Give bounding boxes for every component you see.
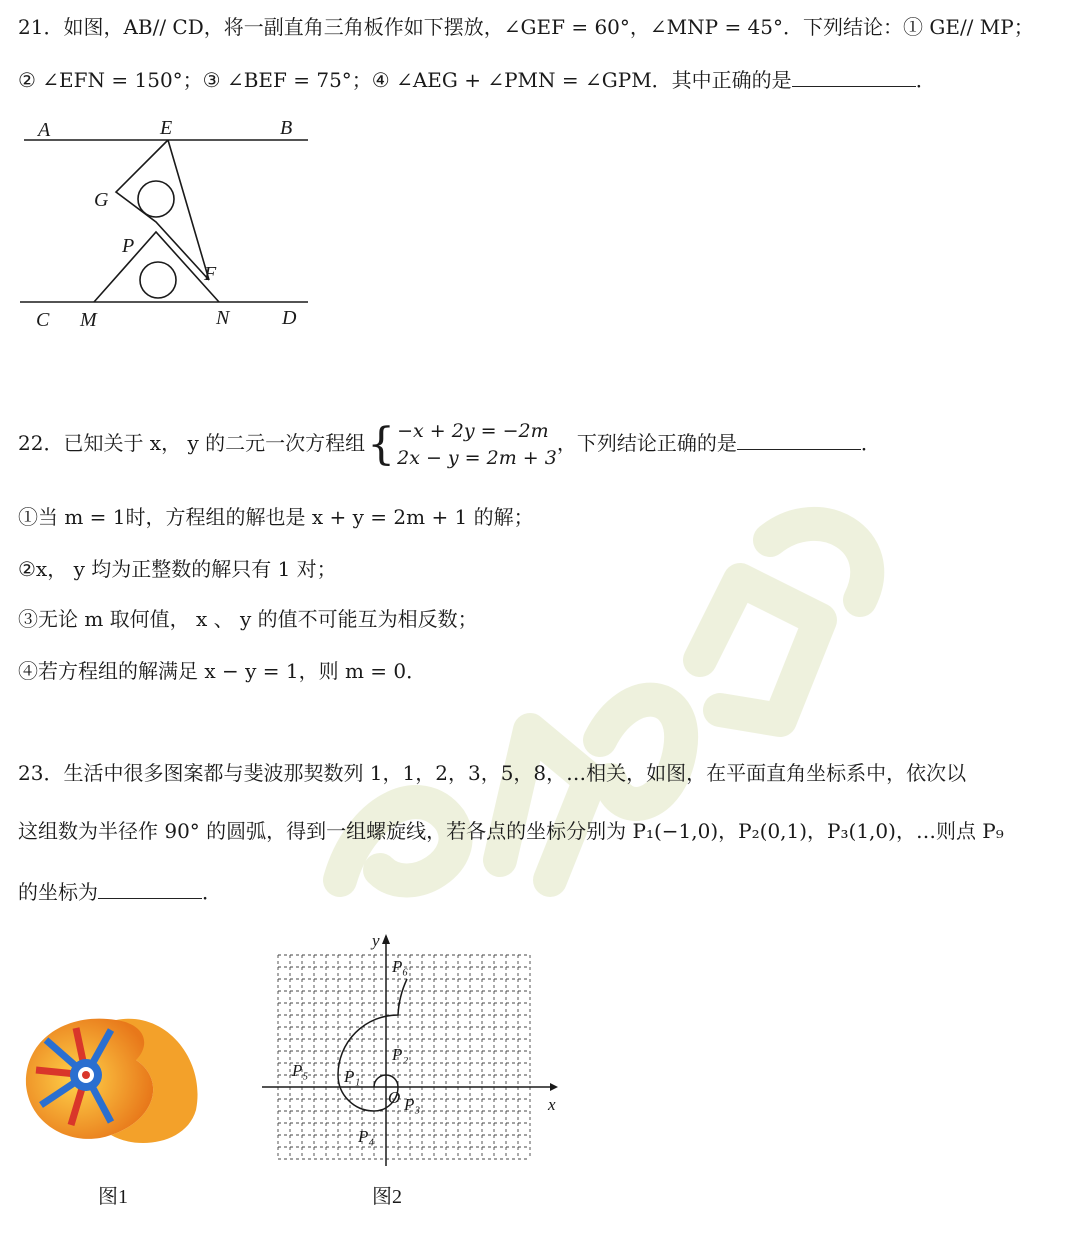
label-f: F bbox=[204, 263, 217, 285]
q22-option-4: ④若方程组的解满足 x − y = 1，则 m = 0． bbox=[18, 659, 427, 683]
q22-stem bbox=[18, 416, 881, 472]
x-axis-arrow bbox=[550, 1083, 558, 1091]
watermark-logo bbox=[300, 480, 920, 920]
label-d: D bbox=[282, 307, 297, 329]
brace-glyph: { bbox=[367, 418, 396, 470]
equation-1: −x + 2y = −2m bbox=[397, 419, 549, 442]
q21-line1: 21．如图，AB// CD，将一副直角三角板作如下摆放，∠GEF = 60°，∠MNP = 45°．下列结论：① GE// MP； bbox=[18, 15, 1034, 39]
label-g: G bbox=[94, 189, 109, 211]
q23-line1: 23．生活中很多图案都与斐波那契数列 1，1，2，3，5，8，…相关，如图，在平面直角坐标系中，依次以 bbox=[18, 761, 967, 785]
fig2-caption: 图2 bbox=[372, 1186, 402, 1208]
q23-line3-text: 的坐标为 bbox=[18, 880, 98, 904]
q22-end: ． bbox=[860, 431, 881, 455]
point-p5-label: P₅ bbox=[292, 1061, 309, 1080]
fig1-caption: 图1 bbox=[98, 1186, 128, 1208]
q22-stem-post: ，下列结论正确的是 bbox=[556, 431, 737, 455]
x-axis-label: x bbox=[548, 1095, 556, 1114]
y-axis-label: y bbox=[372, 931, 380, 950]
point-p2-label: P₂ bbox=[392, 1045, 409, 1064]
label-a: A bbox=[38, 119, 51, 141]
q22-option-3: ③无论 m 取何值， x 、 y 的值不可能互为相反数； bbox=[18, 607, 478, 631]
q23-answer-blank[interactable] bbox=[98, 878, 202, 899]
y-axis-arrow bbox=[382, 934, 390, 944]
label-b: B bbox=[280, 117, 293, 139]
equation-2: 2x − y = 2m + 3 bbox=[397, 446, 557, 469]
q23-line3 bbox=[18, 878, 222, 905]
point-p1-label: P₁ bbox=[344, 1067, 361, 1086]
q23-line2: 这组数为半径作 90° 的圆弧，得到一组螺旋线，若各点的坐标分别为 P₁(−1,0)，P₂(0,1)，P₃(1,0)，…则点 P₉ bbox=[18, 819, 1004, 843]
equation-system bbox=[397, 418, 557, 472]
nautilus-shell-image bbox=[16, 1000, 206, 1150]
point-p4-label: P₄ bbox=[358, 1127, 375, 1146]
q22-option-1: ①当 m = 1时，方程组的解也是 x + y = 2m + 1 的解； bbox=[18, 505, 534, 529]
q22-option-2: ②x， y 均为正整数的解只有 1 对； bbox=[18, 557, 337, 581]
q22-answer-blank[interactable] bbox=[737, 429, 861, 450]
label-m: M bbox=[80, 309, 97, 331]
q23-end: ． bbox=[202, 880, 222, 904]
label-e: E bbox=[160, 117, 173, 139]
fibonacci-spiral-figure bbox=[258, 930, 568, 1170]
triangle-gef bbox=[116, 140, 209, 280]
q21-line2-text: ② ∠EFN = 150°；③ ∠BEF = 75°；④ ∠AEG + ∠PMN = ∠GPM．其中正确的是 bbox=[18, 68, 792, 92]
label-n: N bbox=[216, 307, 230, 329]
q21-end: ． bbox=[915, 68, 936, 92]
q21-answer-blank[interactable] bbox=[792, 66, 916, 87]
point-p3-label: P₃ bbox=[404, 1095, 421, 1114]
q22-stem-pre: 22．已知关于 x， y 的二元一次方程组 bbox=[18, 431, 366, 455]
triangle-pmn bbox=[94, 232, 219, 302]
point-p6-label: P₆ bbox=[392, 957, 409, 976]
label-c: C bbox=[36, 309, 50, 331]
label-p: P bbox=[122, 235, 135, 257]
triangle-hole-1 bbox=[138, 181, 174, 217]
q21-figure bbox=[14, 110, 324, 340]
triangle-hole-2 bbox=[140, 262, 176, 298]
origin-label: O bbox=[388, 1088, 401, 1107]
q21-line2 bbox=[18, 66, 936, 93]
